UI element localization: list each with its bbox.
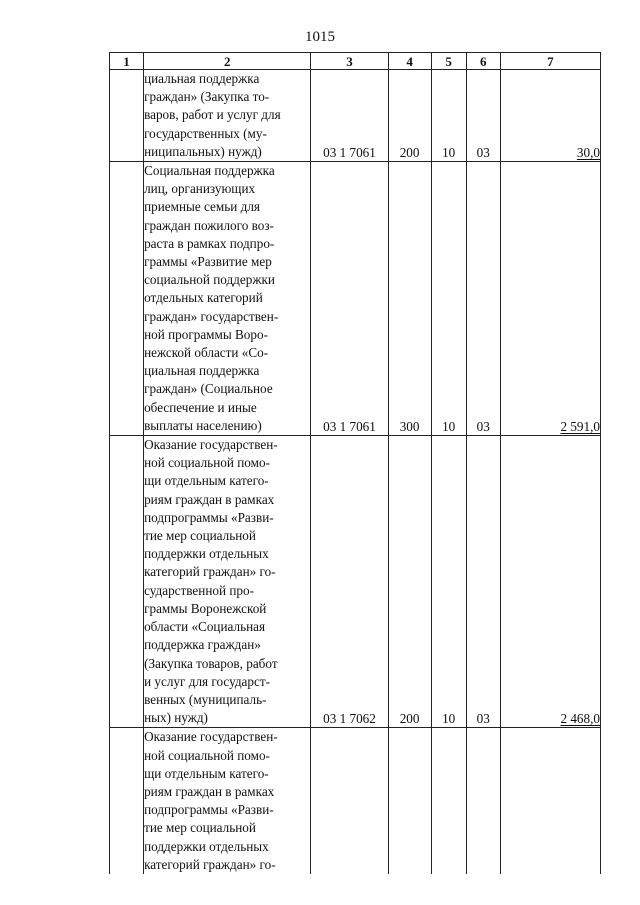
description-line: циальная поддержка (144, 363, 260, 379)
description-line: граждан» (Социальное (144, 381, 273, 397)
amount-value: 30,0 (576, 145, 600, 161)
description-line: социальной поддержки (144, 272, 275, 288)
description-line: венных (муниципаль- (144, 691, 267, 707)
row-number-cell (110, 728, 144, 874)
description-line: государственных (му- (144, 125, 267, 141)
description-cell (144, 728, 311, 874)
description-line: обеспечение и иные (144, 399, 257, 415)
description-line: граждан» государствен- (144, 308, 279, 324)
amount-cell (500, 70, 600, 162)
description-line: Оказание государствен- (144, 729, 278, 745)
description-line: отдельных категорий (144, 290, 263, 306)
section-cell (431, 728, 466, 874)
description-line: категорий граждан» го- (144, 564, 276, 580)
description-line: граждан пожилого воз- (144, 217, 274, 233)
description-line: раста в рамках подпро- (144, 235, 275, 251)
description-line: щи отдельным катего- (144, 765, 269, 781)
description-line: граммы «Развитие мер (144, 254, 272, 270)
column-header-7: 7 (500, 53, 600, 70)
section-cell: 10 (431, 162, 466, 436)
description-line: Оказание государствен- (144, 437, 278, 453)
description-line: поддержка граждан» (144, 637, 261, 653)
description-line: области «Социальная (144, 619, 266, 635)
description-line: ной программы Воро- (144, 326, 268, 342)
code-cell (311, 728, 388, 874)
column-header-5: 5 (431, 53, 466, 70)
amount-value: 2 591,0 (560, 419, 600, 435)
description-line: граждан» (Закупка то- (144, 89, 270, 105)
description-cell (144, 436, 311, 728)
section-cell: 10 (431, 436, 466, 728)
page-number: 1015 (305, 29, 335, 45)
description-line: ниципальных) нужд) (144, 143, 262, 159)
table-row (110, 728, 601, 874)
subsection-cell (466, 728, 500, 874)
table-row (110, 162, 601, 436)
description-line: тие мер социальной (144, 528, 256, 544)
description-line: Социальная поддержка (144, 163, 275, 179)
description-cell (144, 162, 311, 436)
table-row (110, 70, 601, 162)
description-line: варов, работ и услуг для (144, 107, 281, 123)
column-header-4: 4 (388, 53, 431, 70)
section-cell: 10 (431, 70, 466, 162)
description-line: приемные семьи для (144, 199, 260, 215)
code-cell: 03 1 7061 (311, 162, 388, 436)
table-row (110, 436, 601, 728)
type-cell: 200 (388, 436, 431, 728)
amount-cell (500, 162, 600, 436)
description-line: циальная поддержка (144, 71, 260, 86)
subsection-cell: 03 (466, 70, 500, 162)
table-body (110, 70, 601, 874)
description-line: лиц, организующих (144, 181, 256, 197)
row-number-cell (110, 70, 144, 162)
description-line: сударственной про- (144, 582, 254, 598)
code-cell: 03 1 7061 (311, 70, 388, 162)
header-row (110, 53, 601, 70)
description-line: граммы Воронежской (144, 600, 267, 616)
description-line: ных) нужд) (144, 710, 208, 726)
description-line: подпрограммы «Разви- (144, 802, 274, 818)
column-header-2: 2 (144, 53, 311, 70)
column-header-1: 1 (110, 53, 144, 70)
description-line: (Закупка товаров, работ (144, 655, 278, 671)
amount-cell (500, 728, 600, 874)
subsection-cell: 03 (466, 162, 500, 436)
row-number-cell (110, 436, 144, 728)
amount-cell (500, 436, 600, 728)
budget-table (109, 52, 601, 874)
description-line: тие мер социальной (144, 820, 256, 836)
description-line: выплаты населению) (144, 417, 262, 433)
description-line: подпрограммы «Разви- (144, 509, 274, 525)
type-cell: 200 (388, 70, 431, 162)
column-header-6: 6 (466, 53, 500, 70)
table-header (110, 53, 601, 70)
description-line: риям граждан в рамках (144, 491, 275, 507)
type-cell (388, 728, 431, 874)
description-cell (144, 70, 311, 162)
subsection-cell: 03 (466, 436, 500, 728)
description-line: нежской области «Со- (144, 345, 269, 361)
code-cell: 03 1 7062 (311, 436, 388, 728)
description-line: поддержки отдельных (144, 838, 269, 854)
description-line: и услуг для государст- (144, 673, 271, 689)
description-line: ной социальной помо- (144, 455, 270, 471)
description-line: ной социальной помо- (144, 747, 270, 763)
description-line: щи отдельным катего- (144, 473, 269, 489)
description-line: поддержки отдельных (144, 546, 269, 562)
description-line: риям граждан в рамках (144, 783, 275, 799)
amount-value: 2 468,0 (560, 711, 600, 727)
description-line: категорий граждан» го- (144, 856, 276, 872)
row-number-cell (110, 162, 144, 436)
column-header-3: 3 (311, 53, 388, 70)
type-cell: 300 (388, 162, 431, 436)
